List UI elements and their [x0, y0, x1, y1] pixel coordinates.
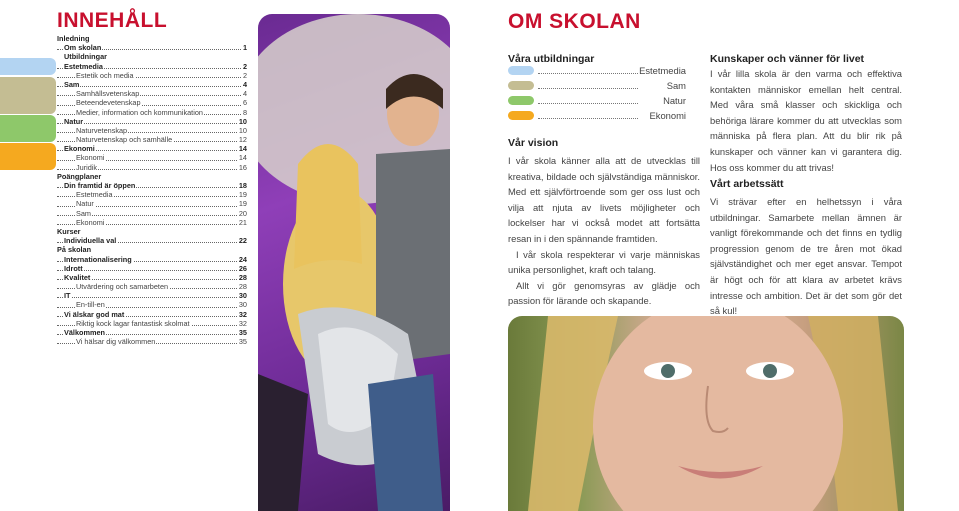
toc-leader-dots [57, 270, 247, 271]
toc-entry[interactable] [57, 126, 247, 135]
programs-heading: Våra utbildningar [508, 53, 595, 65]
program-item[interactable] [508, 94, 686, 107]
program-label: Ekonomi [649, 110, 686, 121]
program-color-swatch [508, 111, 534, 120]
vision-text [508, 153, 700, 309]
toc-entry[interactable] [57, 282, 247, 291]
toc-entry[interactable] [57, 190, 247, 199]
toc-entry-page: 1 [242, 43, 247, 53]
tab-natur [0, 115, 56, 142]
toc-entry-label: Individuella val [64, 236, 117, 246]
program-color-swatch [508, 66, 534, 75]
toc-entry-label: Kurser [57, 226, 81, 236]
vision-heading: Vår vision [508, 137, 559, 149]
toc-entry-page: 20 [238, 208, 247, 218]
toc-entry-page: 35 [238, 328, 247, 337]
toc-entry[interactable] [57, 52, 247, 61]
toc-entry-page: 21 [238, 217, 247, 227]
vision-paragraph-1: I vår skola känner alla att de utvecklas till kreativa, bildade och självständiga människor. Med ett självförtroende som ger oss lust och vilja att njuta av livets möjligheter och lockelser har vi också modet att fortsätta resan in i den spännande framtiden. [508, 155, 700, 244]
toc-entry-page: 6 [242, 98, 247, 108]
toc-entry[interactable] [57, 62, 247, 71]
toc-entry-label: Sam [76, 208, 92, 218]
toc-entry[interactable] [57, 34, 247, 43]
toc-entry[interactable] [57, 209, 247, 218]
program-color-swatch [508, 81, 534, 90]
toc-entry-page: 24 [238, 254, 247, 264]
toc-entry-label: Utbildningar [64, 52, 107, 62]
toc-entry-label: Poängplaner [57, 171, 102, 181]
toc-entry[interactable] [57, 300, 247, 309]
toc-entry-label: Ekonomi [76, 153, 105, 163]
toc-entry[interactable] [57, 328, 247, 337]
table-of-contents [57, 34, 247, 346]
toc-entry-label: Juridik [76, 162, 98, 172]
method-heading: Vårt arbetssätt [710, 178, 784, 190]
toc-entry[interactable] [57, 117, 247, 126]
toc-entry-page: 14 [238, 144, 247, 154]
program-leader-dots [538, 73, 638, 74]
toc-entry-page: 19 [238, 190, 247, 200]
program-item[interactable] [508, 109, 686, 122]
toc-entry-page: 10 [238, 125, 247, 135]
toc-entry-page: 26 [238, 263, 247, 273]
toc-entry-page: 28 [238, 272, 247, 282]
toc-entry[interactable] [57, 264, 247, 273]
toc-entry-page: 19 [238, 199, 247, 209]
page-title: OM SKOLAN [508, 10, 641, 33]
toc-entry-page: 4 [242, 79, 247, 89]
toc-entry-label: Idrott [64, 263, 83, 273]
program-item[interactable] [508, 79, 686, 92]
program-item[interactable] [508, 64, 686, 77]
program-leader-dots [538, 118, 638, 119]
knowledge-text [710, 66, 902, 175]
program-color-swatch [508, 96, 534, 105]
toc-entry[interactable] [57, 71, 247, 80]
toc-entry-label: Naturvetenskap [76, 125, 128, 135]
photo-students [258, 14, 450, 511]
toc-entry[interactable] [57, 337, 247, 346]
tab-sam [0, 77, 56, 114]
toc-entry-page: 8 [242, 107, 247, 117]
method-text [710, 194, 902, 319]
toc-entry[interactable] [57, 172, 247, 181]
toc-entry-label: Naturvetenskap och samhälle [76, 135, 173, 145]
toc-entry[interactable] [57, 98, 247, 107]
toc-entry[interactable] [57, 245, 247, 254]
program-label: Natur [663, 95, 686, 106]
toc-entry[interactable] [57, 319, 247, 328]
toc-entry-page: 16 [238, 162, 247, 172]
toc-entry[interactable] [57, 163, 247, 172]
toc-entry-label: Vi hälsar dig välkommen [76, 337, 156, 347]
toc-entry-label: Välkommen [64, 328, 105, 337]
toc-entry-label: En-till-en [76, 300, 105, 310]
toc-entry-label: Ekonomi [64, 144, 95, 154]
vision-paragraph-2: I vår skola respekterar vi varje människas unika personlighet, kraft och talang. [508, 248, 700, 276]
toc-entry-label: Inledning [57, 34, 90, 43]
toc-entry-page: 4 [242, 89, 247, 99]
toc-entry[interactable] [57, 273, 247, 282]
toc-entry[interactable] [57, 227, 247, 236]
toc-entry-page: 12 [238, 135, 247, 145]
toc-entry-label: Natur [76, 199, 94, 209]
toc-entry-label: Estetmedia [76, 190, 113, 200]
toc-entry[interactable] [57, 135, 247, 144]
toc-entry-label: Sam [64, 79, 80, 89]
photo-students-illustration [258, 14, 450, 511]
toc-entry[interactable] [57, 310, 247, 319]
photo-girl-illustration [508, 316, 904, 511]
toc-entry-label: På skolan [57, 245, 92, 255]
toc-entry[interactable] [57, 153, 247, 162]
program-leader-dots [538, 103, 638, 104]
toc-leader-dots [57, 297, 247, 298]
toc-entry[interactable] [57, 236, 247, 245]
toc-entry[interactable] [57, 199, 247, 208]
toc-leader-dots [57, 123, 247, 124]
program-label: Sam [666, 80, 686, 91]
toc-entry-page: 22 [238, 236, 247, 246]
toc-entry-label: Beteendevetenskap [76, 98, 141, 108]
toc-entry-page: 32 [238, 318, 247, 328]
photo-girl-portrait [508, 316, 904, 511]
toc-entry[interactable] [57, 291, 247, 300]
toc-entry-label: Estetik och media [76, 70, 134, 80]
toc-entry-page: 30 [238, 300, 247, 310]
program-label: Estetmedia [639, 65, 686, 76]
tab-estetmedia [0, 58, 56, 75]
toc-entry-label: Internationalisering [64, 254, 132, 264]
toc-entry-page: 32 [238, 309, 247, 319]
toc-entry-label: Vi älskar god mat [64, 309, 125, 319]
toc-entry-label: Medier, information och kommunikation [76, 107, 203, 117]
toc-entry-label: Samhällsvetenskap [76, 89, 140, 99]
knowledge-paragraph: I vår lilla skola är den varma och effektiva kontakten människor emellan helt central. Med våra små klasser och skickliga och behöriga lärare kommer du att utvecklas som människa på flera plan. Att du blir rik på kunskaper och vänner kan vi garantera dig. Hos oss kommer du att trivas! [710, 68, 902, 173]
method-paragraph: Vi strävar efter en helhetssyn i våra utbildningar. Samarbete mellan ämnen är vanligt förekommande och det finns en tydlig progression genom de tre åren mot ökad självständighet och mer eget ansvar. Tempot är högt och för att klara av arbetet krävs intresse och ambition. Det är det som gör det så kul! [710, 196, 902, 317]
toc-entry-label: Natur [64, 116, 84, 126]
toc-entry[interactable] [57, 89, 247, 98]
toc-entry-label: Om skolan [64, 43, 102, 53]
toc-entry[interactable] [57, 181, 247, 190]
toc-entry-label: IT [64, 291, 71, 301]
toc-entry[interactable] [57, 144, 247, 153]
toc-title: INNEHÅLL [57, 9, 168, 32]
toc-entry-page: 18 [238, 181, 247, 190]
vision-paragraph-3: Allt vi gör genomsyras av glädje och passion för lärande och skapande. [508, 279, 700, 307]
toc-entry-label: Din framtid är öppen [64, 181, 136, 190]
toc-entry[interactable] [57, 43, 247, 52]
toc-entry[interactable] [57, 218, 247, 227]
toc-entry-page: 2 [242, 61, 247, 71]
toc-entry-label: Utvärdering och samarbeten [76, 282, 169, 292]
toc-entry-page: 30 [238, 291, 247, 301]
toc-entry[interactable] [57, 255, 247, 264]
toc-entry-label: Estetmedia [64, 61, 103, 71]
toc-entry-label: Kvalitet [64, 272, 91, 282]
toc-entry-label: Ekonomi [76, 217, 105, 227]
toc-entry-page: 2 [242, 70, 247, 80]
tab-ekonomi [0, 143, 56, 170]
toc-entry[interactable] [57, 80, 247, 89]
toc-entry-page: 28 [238, 282, 247, 292]
program-leader-dots [538, 88, 638, 89]
toc-entry-page: 14 [238, 153, 247, 163]
toc-entry[interactable] [57, 108, 247, 117]
toc-entry-page: 35 [238, 337, 247, 347]
toc-entry-page: 10 [238, 116, 247, 126]
knowledge-heading: Kunskaper och vänner för livet [710, 53, 865, 65]
toc-entry-label: Riktig kock lagar fantastisk skolmat [76, 318, 190, 328]
toc-leader-dots [57, 86, 247, 87]
